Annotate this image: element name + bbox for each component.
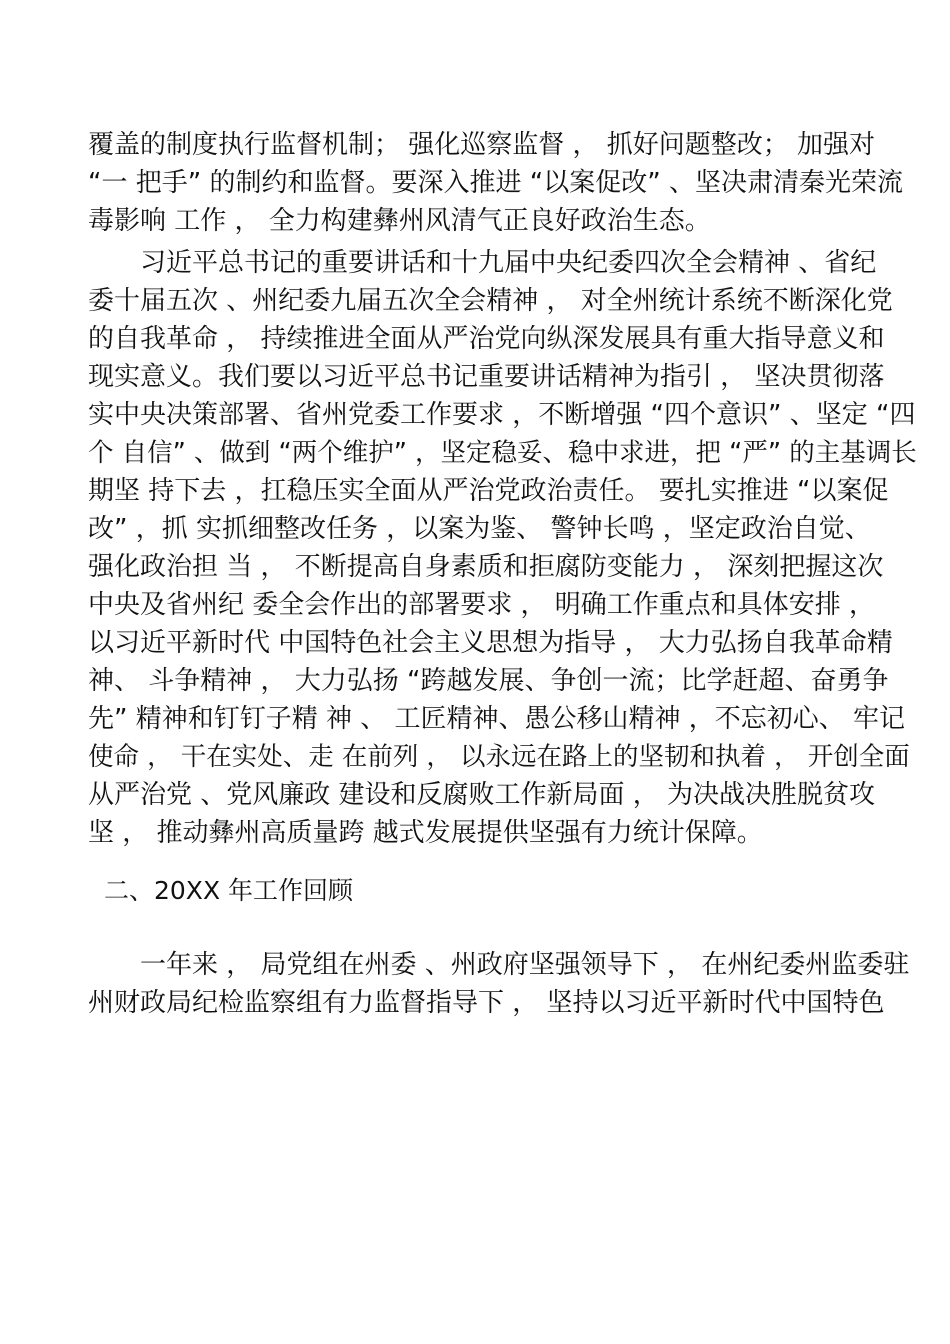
text-line: 委十届五次 、州纪委九届五次全会精神 ， 对全州统计系统不断深化党 [88, 286, 893, 316]
text-line: 强化政治担 当 ， 不断提高自身素质和拒腐防变能力 ， 深刻把握这次 [88, 552, 884, 582]
text-line: “一 把手” 的制约和监督。要深入推进 “以案促改” 、坚决肃清秦光荣流 [88, 168, 903, 198]
text-line: 使命 ， 干在实处、走 在前列 ， 以永远在路上的坚韧和执着 ， 开创全面 [88, 742, 910, 772]
text-line: 现实意义。我们要以习近平总书记重要讲话精神为指引 ， 坚决贯彻落 [88, 362, 885, 392]
text-line: 神、 斗争精神 ， 大力弘扬 “跨越发展、争创一流；比学赶超、奋勇争 [88, 666, 889, 696]
text-line: 个 自信” 、做到 “两个维护” ，坚定稳妥、稳中求进，把 “严” 的主基调长 [88, 438, 917, 468]
text-line: 期坚 持下去 ，扛稳压实全面从严治党政治责任。 要扎实推进 “以案促 [88, 476, 889, 506]
text-line: 实中央决策部署、省州党委工作要求 ，不断增强 “四个意识” 、坚定 “四 [88, 400, 916, 430]
section-heading: 二、20XX 年工作回顾 [104, 876, 354, 905]
text-line: 坚 ， 推动彝州高质量跨 越式发展提供坚强有力统计保障。 [88, 818, 763, 848]
text-line: 一年来 ， 局党组在州委 、州政府坚强领导下 ， 在州纪委州监委驻 [140, 950, 910, 980]
text-line: 改” ，抓 实抓细整改任务 ，以案为鉴、 警钟长鸣 ，坚定政治自觉、 [88, 514, 871, 544]
text-line: 中央及省州纪 委全会作出的部署要求 ， 明确工作重点和具体安排 ， [88, 590, 876, 620]
text-line: 的自我革命 ， 持续推进全面从严治党向纵深发展具有重大指导意义和 [88, 324, 885, 354]
text-line: 毒影响 工作 ， 全力构建彝州风清气正良好政治生态。 [88, 206, 711, 236]
text-line: 州财政局纪检监察组有力监督指导下 ， 坚持以习近平新时代中国特色 [88, 988, 885, 1018]
text-line: 先” 精神和钉钉子精 神 、 工匠精神、愚公移山精神 ，不忘初心、 牢记 [88, 704, 906, 734]
text-line: 习近平总书记的重要讲话和十九届中央纪委四次全会精神 、省纪 [140, 248, 877, 278]
text-line: 从严治党 、党风廉政 建设和反腐败工作新局面 ， 为决战决胜脱贫攻 [88, 780, 876, 810]
text-line: 以习近平新时代 中国特色社会主义思想为指导 ， 大力弘扬自我革命精 [88, 628, 893, 658]
text-line: 覆盖的制度执行监督机制； 强化巡察监督 ， 抓好问题整改； 加强对 [88, 130, 876, 160]
